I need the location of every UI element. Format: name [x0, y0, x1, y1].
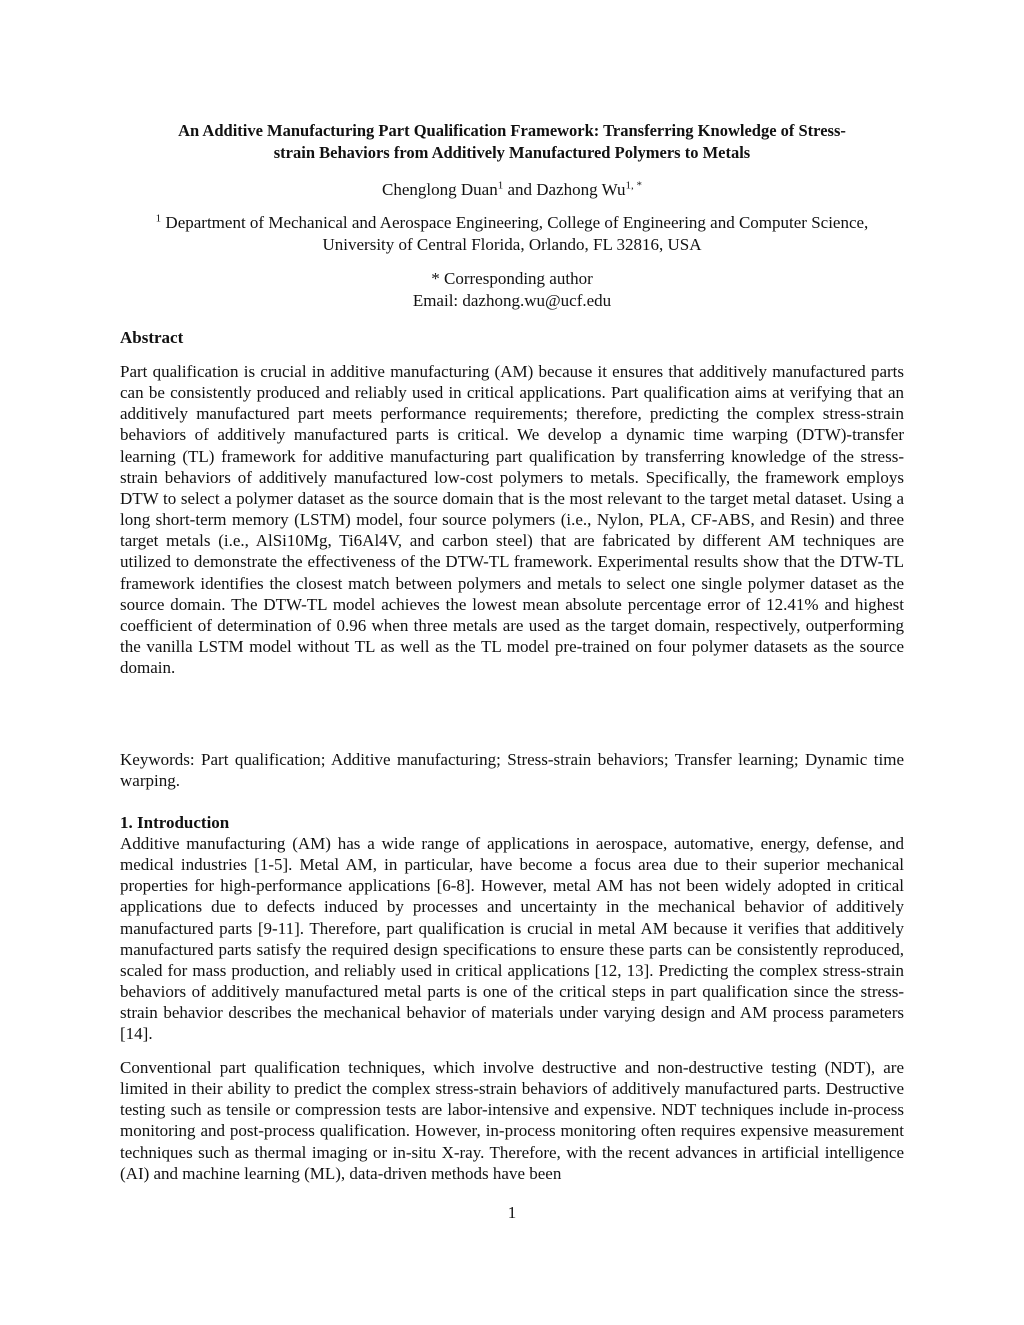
paper-title — [120, 120, 904, 164]
author-conjunction: and — [503, 180, 537, 199]
affiliation-line-1: Department of Mechanical and Aerospace Engineering, College of Engineering and Computer Science, — [161, 213, 869, 232]
introduction-paragraph-2: Conventional part qualification techniques, which involve destructive and non-destructive testing (NDT), are limited in their ability to predict the complex stress-strain behaviors of additively manufactured parts. Destructive testing such as tensile or compression tests are labor-intensive and expensive. NDT techniques include in-process monitoring and post-process qualification. However, in-process monitoring often requires expensive measurement techniques such as thermal imaging or in-situ X-ray. Therefore, with the recent advances in artificial intelligence (AI) and machine learning (ML), data-driven methods have been — [120, 1058, 904, 1183]
abstract-heading: Abstract — [120, 328, 184, 347]
page-number: 1 — [507, 1203, 517, 1222]
affiliation-mark: 1 — [155, 212, 162, 225]
author-2-affiliation-mark: 1, * — [625, 179, 642, 192]
title-line-2: strain Behaviors from Additively Manufactured Polymers to Metals — [273, 143, 751, 162]
keywords: Keywords: Part qualification; Additive manufacturing; Stress-strain behaviors; Transfer learning; Dynamic time warping. — [120, 750, 904, 791]
corresponding-email: Email: dazhong.wu@ucf.edu — [412, 291, 612, 310]
author-2: Dazhong Wu — [536, 180, 626, 199]
author-1-affiliation-mark: 1 — [497, 179, 504, 192]
author-list — [120, 178, 904, 202]
introduction-paragraph-1: Additive manufacturing (AM) has a wide range of applications in aerospace, automative, energy, defense, and medical industries [1-5]. Metal AM, in particular, have become a focus area due to their superior mechanical properties for high-performance applications [6-8]. However, metal AM has not been widely adopted in critical applications due to defects induced by processes and uncertainty in the mechanical behavior of additively manufactured parts [9-11]. Therefore, part qualification is crucial in metal AM because it verifies that additively manufactured parts satisfy the required design specifications to ensure these parts can be consistently reproduced, scaled for mass production, and reliably used in critical applications [12, 13]. Predicting the complex stress-strain behaviors of additively manufactured metal parts is one of the critical steps in part qualification since the stress-strain behavior describes the mechanical behavior of materials under varying design and AM process parameters [14]. — [120, 834, 904, 1044]
affiliation — [110, 212, 914, 256]
abstract-text: Part qualification is crucial in additive manufacturing (AM) because it ensures that additively manufactured parts can be consistently produced and reliably used in critical applications. Part qualification aims at verifying that an additively manufactured part meets performance requirements; therefore, predicting the complex stress-strain behaviors of additively manufactured parts is critical. We develop a dynamic time warping (DTW)-transfer learning (TL) framework for additive manufacturing part qualification by transferring knowledge of the stress-strain behaviors of additively manufactured low-cost polymers to metals. Specifically, the framework employs DTW to select a polymer dataset as the source domain that is the most relevant to the target metal dataset. Using a long short-term memory (LSTM) model, four source polymers (i.e., Nylon, PLA, CF-ABS, and Resin) and three target metals (i.e., AlSi10Mg, Ti6Al4V, and carbon steel) that are fabricated by different AM techniques are utilized to demonstrate the effectiveness of the DTW-TL framework. Experimental results show that the DTW-TL framework identifies the closest match between polymers and metals to select one single polymer dataset as the source domain. The DTW-TL model achieves the lowest mean absolute percentage error of 12.41% and highest coefficient of determination of 0.96 when three metals are used as the target domain, respectively, outperforming the vanilla LSTM model without TL as well as the TL model pre-trained on four polymer datasets as the source domain. — [120, 362, 904, 678]
author-1: Chenglong Duan — [382, 180, 498, 199]
introduction-heading: 1. Introduction — [120, 813, 230, 832]
corresponding-author-label: * Corresponding author — [431, 269, 593, 288]
correspondence — [120, 268, 904, 312]
affiliation-line-2: University of Central Florida, Orlando, FL 32816, USA — [322, 235, 702, 254]
title-line-1: An Additive Manufacturing Part Qualification Framework: Transferring Knowledge of Stress- — [178, 121, 846, 140]
